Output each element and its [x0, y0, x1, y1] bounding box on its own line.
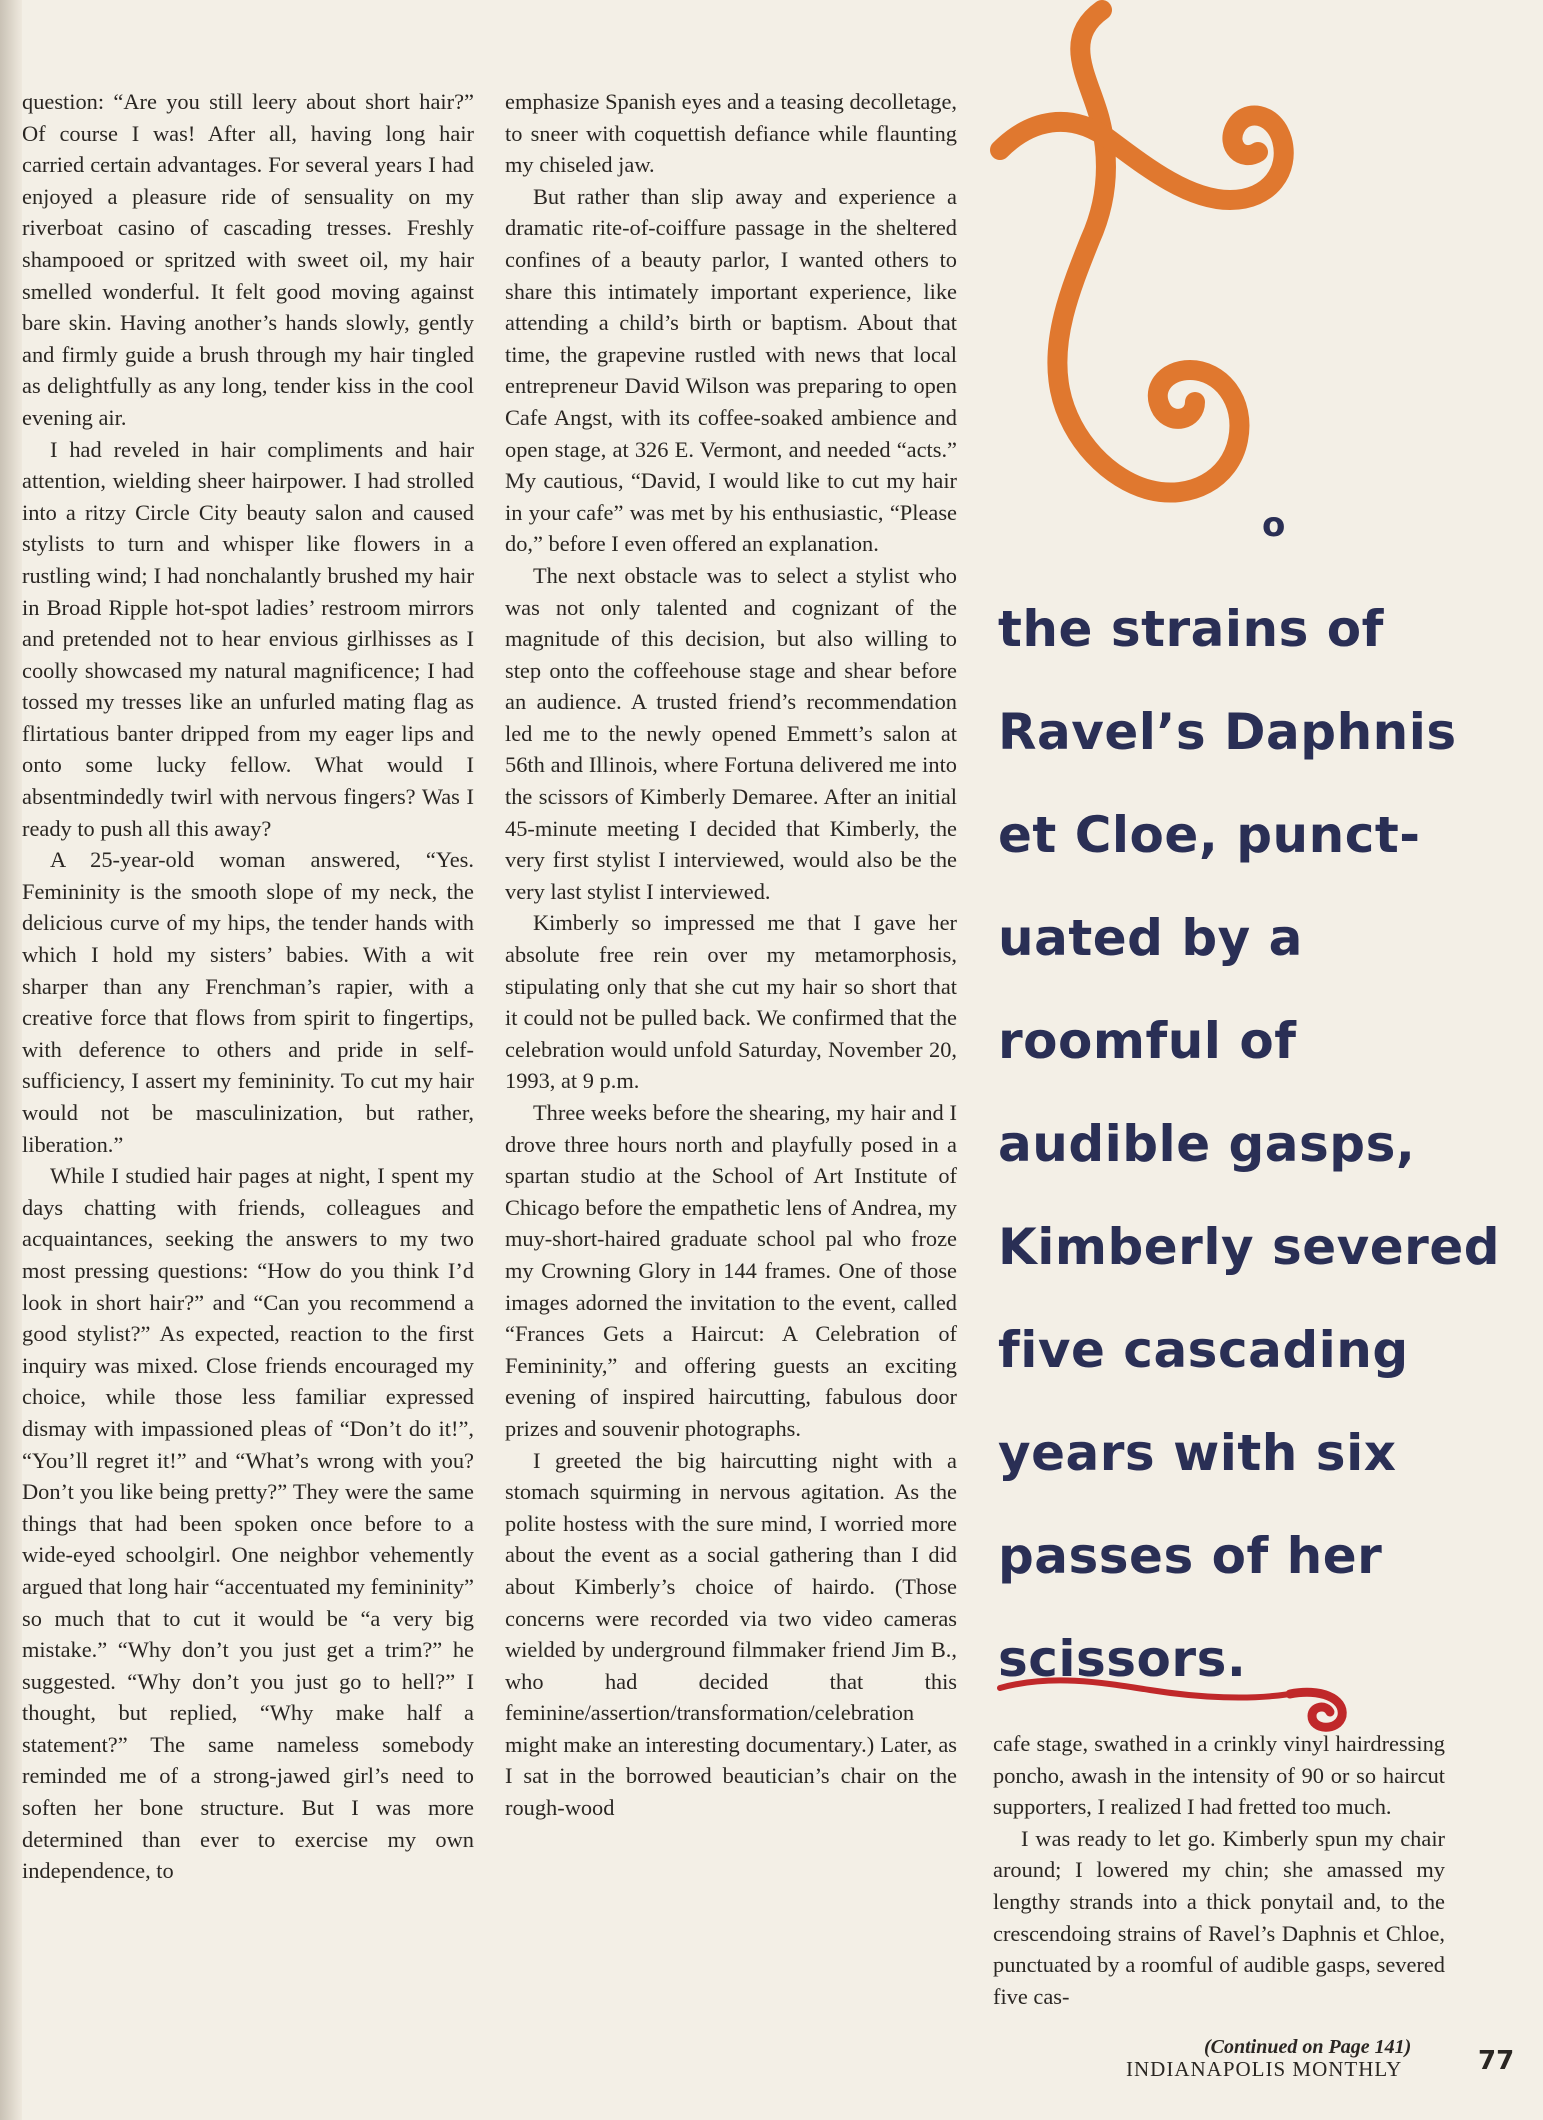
paragraph: While I studied hair pages at night, I spent my days chatting with friends, colleagues and acquaintances, seeking the answers to my two most pressing questions: “How do you think I’d look in short hair?” and “Can you recommend a good stylist?” As expected, reaction to the first inquiry was mixed. Close friends encouraged my choice, while those less familiar expressed dismay with impassioned pleas of “Don’t do it!”, “You’ll regret it!” and “What’s wrong with you? Don’t you like being pretty?” They were the same things that had been spoken once before to a wide-eyed schoolgirl. One neighbor vehemently argued that long hair “accentuated my femininity” so much that to cut it would be “a very big mistake.” “Why don’t you just get a trim?” he suggested. “Why don’t you just go to hell?” I thought, but replied, “Why make half a statement?” The same nameless somebody reminded me of a strong-jawed girl’s need to soften her bone structure. But I was more determined than ever to exercise my own independence, to: [22, 1163, 474, 1884]
pull-quote-line: years with six: [998, 1424, 1397, 1482]
magazine-folio: INDIANAPOLIS MONTHLY: [1126, 2057, 1403, 2081]
pull-quote-line: scissors.: [998, 1630, 1247, 1688]
paragraph: question: “Are you still leery about short hair?” Of course I was! After all, having long hair carried certain advantages. For several years I had enjoyed a pleasure ride of sensuality on my riverboat casino of cascading tresses. Freshly shampooed or spritzed with sweet oil, my hair smelled wonderful. It felt good moving against bare skin. Having another’s hands slowly, gently and firmly guide a brush through my hair tingled as delightfully as any long, tender kiss in the cool evening air.: [22, 89, 474, 430]
paragraph: I was ready to let go. Kimberly spun my chair around; I lowered my chin; she amassed my lengthy strands into a thick ponytail and, to the crescendoing strains of Ravel’s Daphnis et Chloe, punctuated by a roomful of audible gasps, severed five cas-: [993, 1825, 1445, 2009]
pull-quote-line: audible gasps,: [998, 1115, 1416, 1173]
pull-quote-line: et Cloe, punct-: [998, 806, 1421, 864]
paragraph: The next obstacle was to select a stylist who was not only talented and cognizant of the magnitude of this decision, but also willing to step onto the coffeehouse stage and shear before an audience. A trusted friend’s recommendation led me to the newly opened Emmett’s salon at 56th and Illinois, where Fortuna delivered me into the scissors of Kimberly Demaree. After an initial 45-minute meeting I decided that Kimberly, the very first stylist I interviewed, would also be the very last stylist I interviewed.: [505, 562, 957, 904]
paragraph: I greeted the big haircutting night with a stomach squirming in nervous agitation. As the polite hostess with the sure mind, I worried more about the event as a social gathering than I did about Kimberly’s choice of hairdo. (Those concerns were recorded via two video cameras wielded by underground filmmaker friend Jim B., who had decided that this feminine/assertion/transformation/celebration might make an interesting documentary.) Later, as I sat in the borrowed beautician’s chair on the rough-wood: [505, 1447, 957, 1821]
swirl-t-ornament-icon: [990, 0, 1310, 570]
page-number: 77: [1478, 2046, 1515, 2076]
pull-quote-line: uated by a: [998, 909, 1303, 967]
paragraph: Three weeks before the shearing, my hair and I drove three hours north and playfully posed in a spartan studio at the School of Art Institute of Chicago before the empathetic lens of Andrea, my muy-short-haired graduate school pal who froze my Crowning Glory in 144 frames. One of those images adorned the invitation to the event, called “Frances Gets a Haircut: A Celebration of Femininity,” and offering guests an exciting evening of inspired haircutting, fabulous door prizes and souvenir photographs.: [505, 1100, 957, 1441]
pull-quote-line: passes of her: [998, 1527, 1383, 1585]
pull-quote-drop-letter: o: [1262, 505, 1286, 545]
paragraph: A 25-year-old woman answered, “Yes. Femininity is the smooth slope of my neck, the delicious curve of my hips, the tender hands with which I hold my sisters’ babies. With a wit sharper than any Frenchman’s rapier, with a creative force that flows from spirit to fingertips, with deference to others and pride in self-sufficiency, I assert my femininity. To cut my hair would not be masculinization, but rather, liberation.”: [22, 847, 474, 1157]
paragraph: Kimberly so impressed me that I gave her absolute free rein over my metamorphosis, stipulating only that she cut my hair so short that it could not be pulled back. We confirmed that the celebration would unfold Saturday, November 20, 1993, at 9 p.m.: [505, 910, 957, 1094]
paragraph: cafe stage, swathed in a crinkly vinyl hairdressing poncho, awash in the intensity of 90 or so haircut supporters, I realized I had fretted too much.: [993, 1731, 1445, 1820]
page-gutter-shadow: [0, 0, 22, 2120]
article-column-3: [993, 1728, 1445, 2012]
pull-quote-line: roomful of: [998, 1012, 1297, 1070]
continued-note: (Continued on Page 141): [1204, 2036, 1412, 2058]
pull-quote-line: five cascading: [998, 1321, 1409, 1379]
pull-quote-line: Ravel’s Daphnis: [998, 703, 1457, 761]
pull-quote-line: the strains of: [998, 600, 1384, 658]
paragraph: But rather than slip away and experience a dramatic rite-of-coiffure passage in the sheltered confines of a beauty parlor, I wanted others to share this intimately important experience, like attending a child’s birth or baptism. About that time, the grapevine rustled with news that local entrepreneur David Wilson was preparing to open Cafe Angst, with its coffee-soaked ambience and open stage, at 326 E. Vermont, and needed “acts.” My cautious, “David, I would like to cut my hair in your cafe” was met by his enthusiastic, “Please do,” before I even offered an explanation.: [505, 183, 957, 557]
article-column-2: [505, 86, 957, 1824]
article-column-1: [22, 86, 474, 1887]
pull-quote-line: Kimberly severed: [998, 1218, 1501, 1276]
paragraph: I had reveled in hair compliments and hair attention, wielding sheer hairpower. I had strolled into a ritzy Circle City beauty salon and caused stylists to turn and whisper like flowers in a rustling wind; I had nonchalantly brushed my hair in Broad Ripple hot-spot ladies’ restroom mirrors and pretended not to hear envious girlhisses as I coolly showcased my natural magnificence; I had tossed my tresses like an unfurled mating flag as flirtatious banter dripped from my eager lips and onto some lucky fellow. What would I absentmindedly twirl with nervous fingers? Was I ready to push all this away?: [22, 436, 474, 841]
paragraph: emphasize Spanish eyes and a teasing decolletage, to sneer with coquettish defiance while flaunting my chiseled jaw.: [505, 89, 958, 178]
